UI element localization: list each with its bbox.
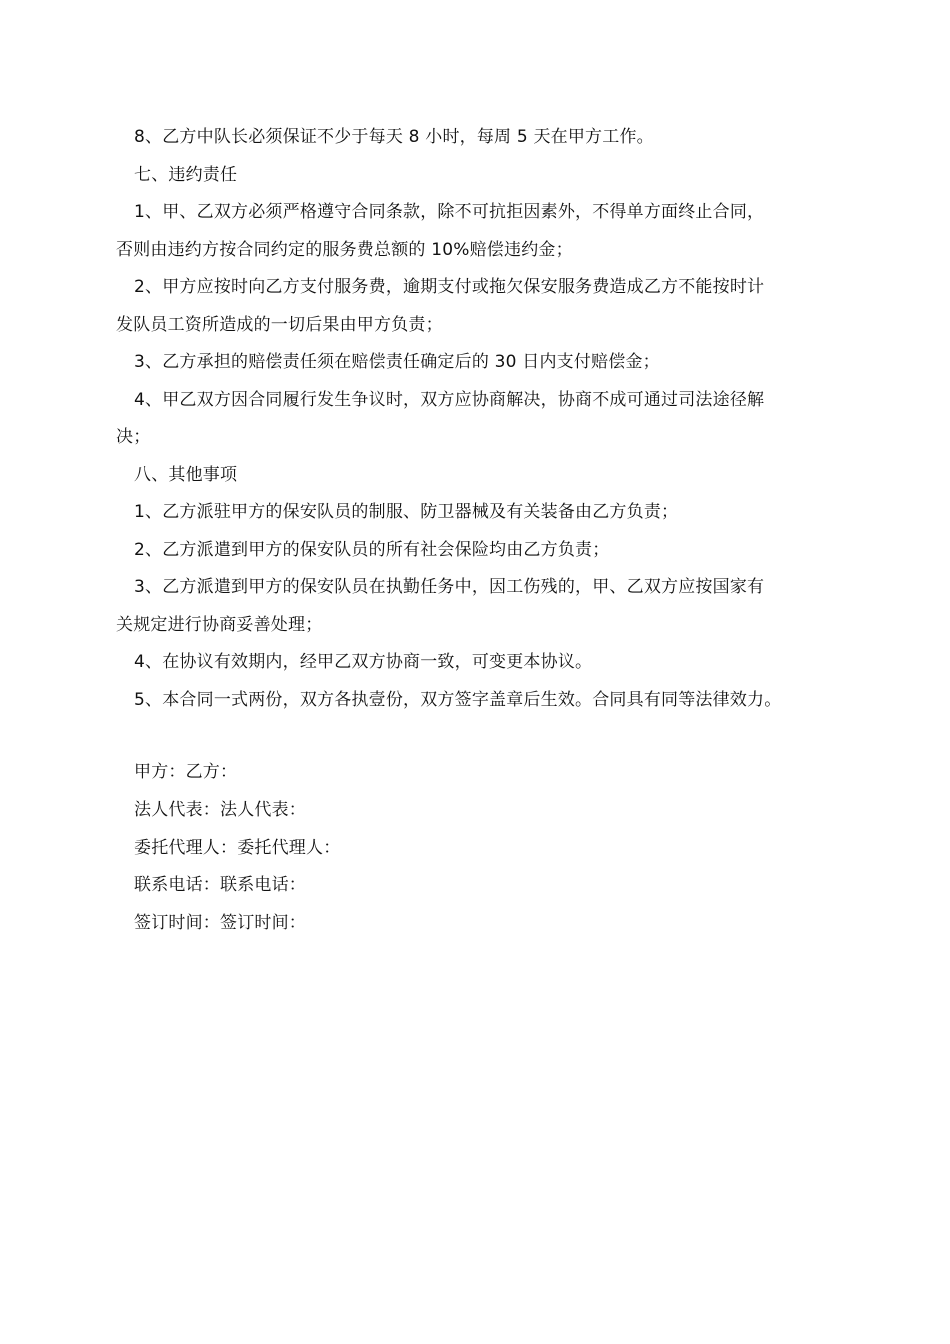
clause-6-8: 8、乙方中队长必须保证不少于每天 8 小时，每周 5 天在甲方工作。 bbox=[134, 127, 654, 147]
clause-8-3: 3、乙方派遣到甲方的保安队员在执勤任务中，因工伤残的，甲、乙双方应按国家有 bbox=[134, 577, 765, 597]
clause-8-5: 5、本合同一式两份，双方各执壹份，双方签字盖章后生效。合同具有同等法律效力。 bbox=[134, 689, 782, 710]
section-heading-other: 八、其他事项 bbox=[134, 464, 238, 485]
clause-8-3-continued: 关规定进行协商妥善处理； bbox=[116, 614, 323, 635]
contract-body bbox=[116, 119, 846, 719]
clause-7-1: 1、甲、乙双方必须严格遵守合同条款，除不可抗拒因素外，不得单方面终止合同， bbox=[134, 202, 765, 222]
clause-7-4: 4、甲乙双方因合同履行发生争议时，双方应协商解决，协商不成可通过司法途径解 bbox=[134, 389, 765, 410]
signature-date: 签订时间：签订时间： bbox=[134, 913, 306, 934]
clause-7-1-continued: 否则由违约方按合同约定的服务费总额的 10%赔偿违约金； bbox=[116, 239, 573, 260]
clause-8-4: 4、在协议有效期内，经甲乙双方协商一致，可变更本协议。 bbox=[134, 652, 593, 672]
clause-8-1: 1、乙方派驻甲方的保安队员的制服、防卫器械及有关装备由乙方负责； bbox=[134, 502, 679, 522]
clause-7-3: 3、乙方承担的赔偿责任须在赔偿责任确定后的 30 日内支付赔偿金； bbox=[134, 352, 660, 372]
clause-7-2-continued: 发队员工资所造成的一切后果由甲方负责； bbox=[116, 314, 443, 335]
section-heading-liability: 七、违约责任 bbox=[134, 164, 238, 185]
signature-block bbox=[134, 754, 734, 943]
signature-parties: 甲方：乙方： bbox=[134, 762, 238, 782]
clause-7-2: 2、甲方应按时向乙方支付服务费，逾期支付或拖欠保安服务费造成乙方不能按时计 bbox=[134, 277, 765, 297]
signature-phone: 联系电话：联系电话： bbox=[134, 875, 306, 896]
signature-legal-representative: 法人代表：法人代表： bbox=[134, 799, 306, 820]
signature-authorized-agent: 委托代理人：委托代理人： bbox=[134, 837, 341, 858]
clause-7-4-continued: 决； bbox=[116, 427, 151, 447]
clause-8-2: 2、乙方派遣到甲方的保安队员的所有社会保险均由乙方负责； bbox=[134, 539, 610, 560]
